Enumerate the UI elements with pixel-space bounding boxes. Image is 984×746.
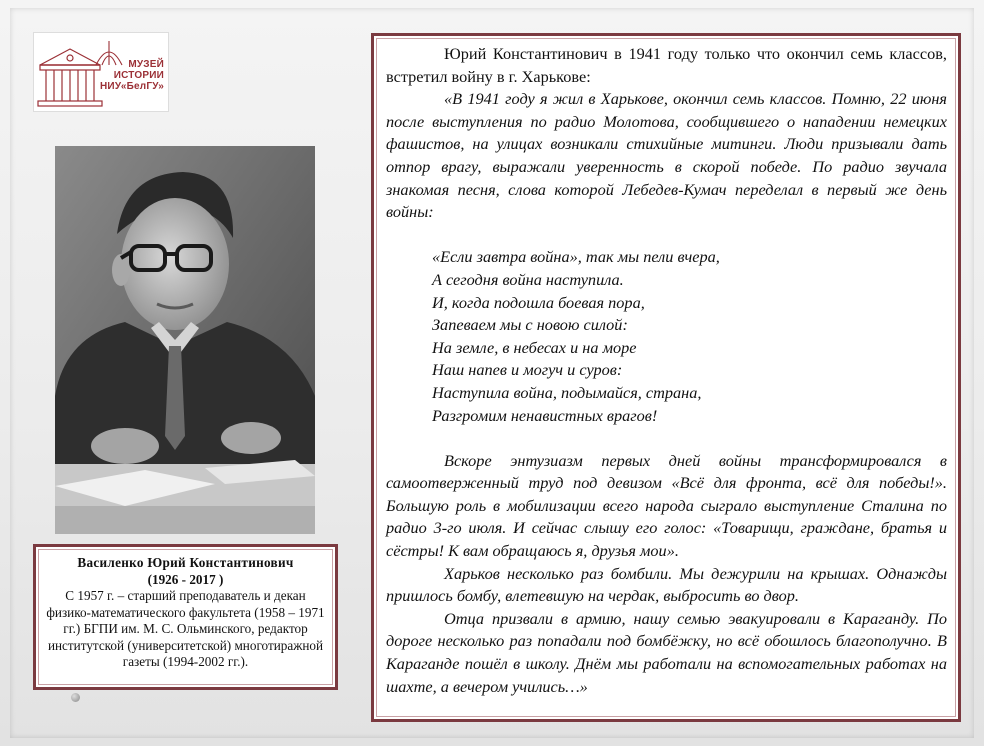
logo-line-1: МУЗЕЙ (128, 59, 164, 70)
verse-line: На земле, в небесах и на море (432, 337, 637, 357)
paragraph-bombing: Харьков несколько раз бомбили. Мы дежурили на крышах. Однажды пришлось бомбу, влетевшую на чердак, выбросить во двор. (386, 563, 947, 606)
person-name: Василенко Юрий Константинович (77, 555, 294, 570)
song-verse (386, 246, 947, 427)
spacer (386, 427, 947, 450)
quote-paragraph: «В 1941 году я жил в Харькове, окончил семь классов. Помню, 22 июня после выступления по радио Молотова, сообщившего о нападении немецких фашистов, на улицах возникали стихийные митинги. Люди призывали дать отпор врагу, выражали уверенность в скорой победе. По радио звучала знакомая песня, слова которой Лебедев-Кумач переделал в первый же день войны: (386, 89, 947, 222)
portrait-caption (33, 544, 338, 690)
paragraph-enthusiasm: Вскоре энтузиазм первых дней войны трансформировался в самоотверженный труд под девизом «Всё для фронта, всё для победы!». Большую роль в мобилизации всего народа сыграло выступление Сталина по радио 3-го июля. И сейчас слышу его голос: «Товарищи, граждане, братья и сёстры! К вам обращаюсь я, друзья мои». (386, 450, 947, 561)
verse-line: А сегодня война наступила. (432, 269, 624, 289)
verse-line: Наступила война, подымайся, страна, (432, 382, 702, 402)
logo-line-2: ИСТОРИИ (113, 70, 164, 81)
logo-line-3: НИУ«БелГУ» (100, 81, 164, 92)
person-bio: С 1957 г. – старший преподаватель и декан физико-математического факультета (1958 – 1971 гг.) БГПИ им. М. С. Ольминского, редактор институтской (университетской) многотиражной газеты (1994-2002 гг.). (46, 588, 325, 669)
spacer (386, 224, 947, 247)
verse-line: «Если завтра война», так мы пели вчера, (432, 247, 720, 267)
paragraph-evacuation: Отца призвали в армию, нашу семью эвакуировали в Караганду. По дороге несколько раз попадали под бомбёжку, но всё обошлось благополучно. В Караганде пошёл в школу. Днём мы работали на вспомогательных работах на шахте, а вечером учились…» (386, 608, 947, 696)
verse-line: И, когда подошла боевая пора, (432, 292, 645, 312)
verse-line: Разгромим ненавистных врагов! (432, 405, 658, 425)
memoir-textbox (371, 33, 961, 722)
verse-line: Наш напев и могуч и суров: (432, 360, 623, 380)
intro-paragraph: Юрий Константинович в 1941 году только что окончил семь классов, встретил войну в г. Харькове: (386, 44, 947, 86)
portrait-photo (55, 146, 315, 534)
bullet-icon (71, 693, 80, 702)
verse-line: Запеваем мы с новою силой: (432, 315, 628, 335)
person-years: (1926 - 2017 ) (147, 571, 224, 587)
logo-text (92, 59, 164, 92)
portrait-image (55, 146, 315, 534)
museum-logo (33, 32, 169, 112)
